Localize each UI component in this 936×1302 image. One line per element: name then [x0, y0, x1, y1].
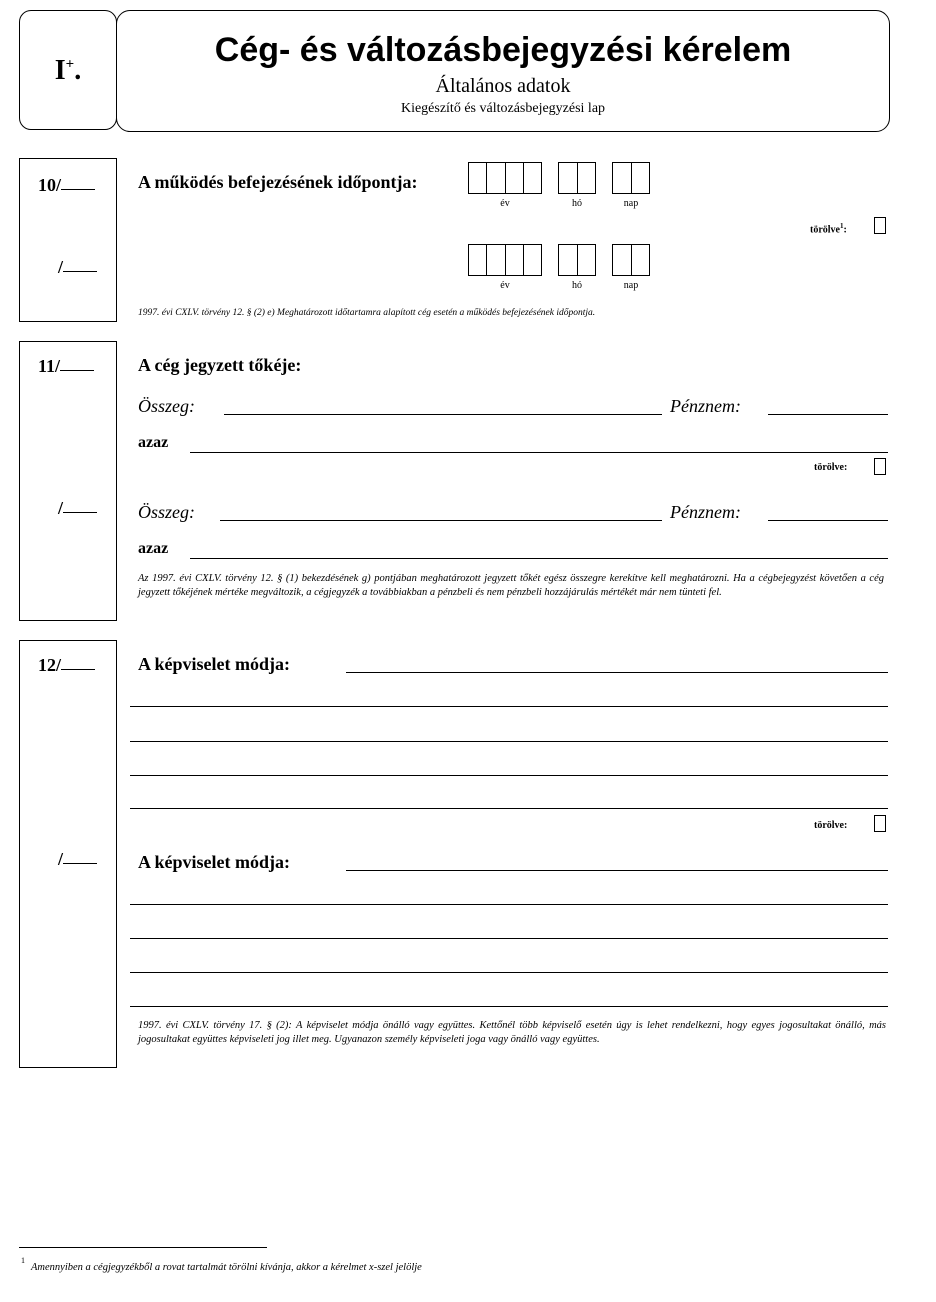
section10-number: 10/	[38, 175, 61, 196]
section10-torolve-checkbox[interactable]	[874, 217, 886, 234]
section12-field-line-2[interactable]	[130, 706, 888, 707]
date1-month-caption: hó	[572, 198, 582, 209]
date2-day-input[interactable]	[612, 244, 650, 276]
section11-azaz-label: azaz	[138, 434, 169, 451]
page-title: Cég- és változásbejegyzési kérelem	[214, 31, 792, 69]
section11-label: A cég jegyzett tőkéje:	[138, 355, 302, 375]
section12-number: 12/	[38, 655, 61, 676]
date2-month-caption: hó	[572, 280, 582, 291]
date1-year-caption: év	[500, 198, 510, 209]
section12-label: A képviselet módja:	[138, 654, 290, 674]
section11-osszeg-field[interactable]	[224, 414, 662, 415]
section12-field2-line-4[interactable]	[130, 972, 888, 973]
page-subsubtitle: Kiegészítő és változásbejegyzési lap	[400, 101, 606, 116]
section11-penznem-label: Pénznem:	[670, 396, 741, 416]
section11-number-box	[19, 341, 117, 621]
header-title-box	[116, 10, 890, 132]
section11-penznem-field-2[interactable]	[768, 520, 888, 521]
section11-note: Az 1997. évi CXLV. törvény 12. § (1) bekezdésének g) pontjában meghatározott jegyzett tőkét egész összegre kerekítve kell meghatározni. Ha a cégbejegyzést követően a cég jegyzett tőkéjének mértéke megváltozik, a cégjegyzék a továbbiakban a pénzbeli és nem pénzbeli hozzájárulás mértékét már nem tünteti fel.	[138, 573, 884, 598]
section12-number-2: /	[58, 849, 63, 870]
section10-label: A működés befejezésének időpontja:	[138, 172, 418, 192]
section12-field2-line-2[interactable]	[130, 904, 888, 905]
section10-number-2: /	[58, 257, 63, 278]
section11-torolve-checkbox[interactable]	[874, 458, 886, 475]
section12-field-line-4[interactable]	[130, 775, 888, 776]
section11-penznem-label-2: Pénznem:	[670, 502, 741, 522]
footnote-separator	[19, 1247, 267, 1248]
form-code: I+.	[54, 55, 82, 86]
date1-day-caption: nap	[623, 198, 639, 209]
section12-field-line-1[interactable]	[346, 672, 888, 673]
section12-field-line-3[interactable]	[130, 741, 888, 742]
section11-torolve-label: törölve:	[814, 462, 848, 473]
date2-month-input[interactable]	[558, 244, 596, 276]
section12-number-box	[19, 640, 117, 1068]
section12-field2-line-1[interactable]	[346, 870, 888, 871]
section12-label-2: A képviselet módja:	[138, 852, 290, 872]
date2-year-input[interactable]	[468, 244, 542, 276]
date1-day-input[interactable]	[612, 162, 650, 194]
section12-torolve-checkbox[interactable]	[874, 815, 886, 832]
section10-note: 1997. évi CXLV. törvény 12. § (2) e) Meghatározott időtartamra alapított cég esetén a működés befejezésének időpontja.	[138, 308, 596, 318]
page-subtitle: Általános adatok	[435, 75, 571, 97]
section11-number: 11/	[38, 356, 60, 377]
section11-number-2: /	[58, 498, 63, 519]
section12-field-line-5[interactable]	[130, 808, 888, 809]
section12-torolve-label: törölve:	[814, 820, 848, 831]
section11-azaz-field[interactable]	[190, 452, 888, 453]
footnote-text: Amennyiben a cégjegyzékből a rovat tartalmát törölni kívánja, akkor a kérelmet x-szel jelölje	[31, 1262, 422, 1273]
date1-month-input[interactable]	[558, 162, 596, 194]
section11-azaz-label-2: azaz	[138, 540, 169, 557]
date2-day-caption: nap	[623, 280, 639, 291]
footnote-mark: 1	[21, 1256, 25, 1265]
section11-osszeg-label-2: Összeg:	[138, 502, 195, 522]
section12-field2-line-3[interactable]	[130, 938, 888, 939]
date2-year-caption: év	[500, 280, 510, 291]
section10-number-box	[19, 158, 117, 322]
section12-field2-line-5[interactable]	[130, 1006, 888, 1007]
section11-azaz-field-2[interactable]	[190, 558, 888, 559]
section11-osszeg-label: Összeg:	[138, 396, 195, 416]
section12-note: 1997. évi CXLV. törvény 17. § (2): A képviselet módja önálló vagy együttes. Kettőnél több képviselő esetén úgy is lehet rendelkezni, hogy egyes jogosultakat önálló, más jogosultakat együttes képviseleti jog illet meg. Ugyanazon személy képviseleti joga vagy önálló vagy együttes.	[138, 1020, 886, 1045]
section11-penznem-field[interactable]	[768, 414, 888, 415]
date1-year-input[interactable]	[468, 162, 542, 194]
section10-torolve-label: törölve$^1$:	[810, 222, 847, 236]
section11-osszeg-field-2[interactable]	[220, 520, 662, 521]
form-code-box	[19, 10, 117, 130]
